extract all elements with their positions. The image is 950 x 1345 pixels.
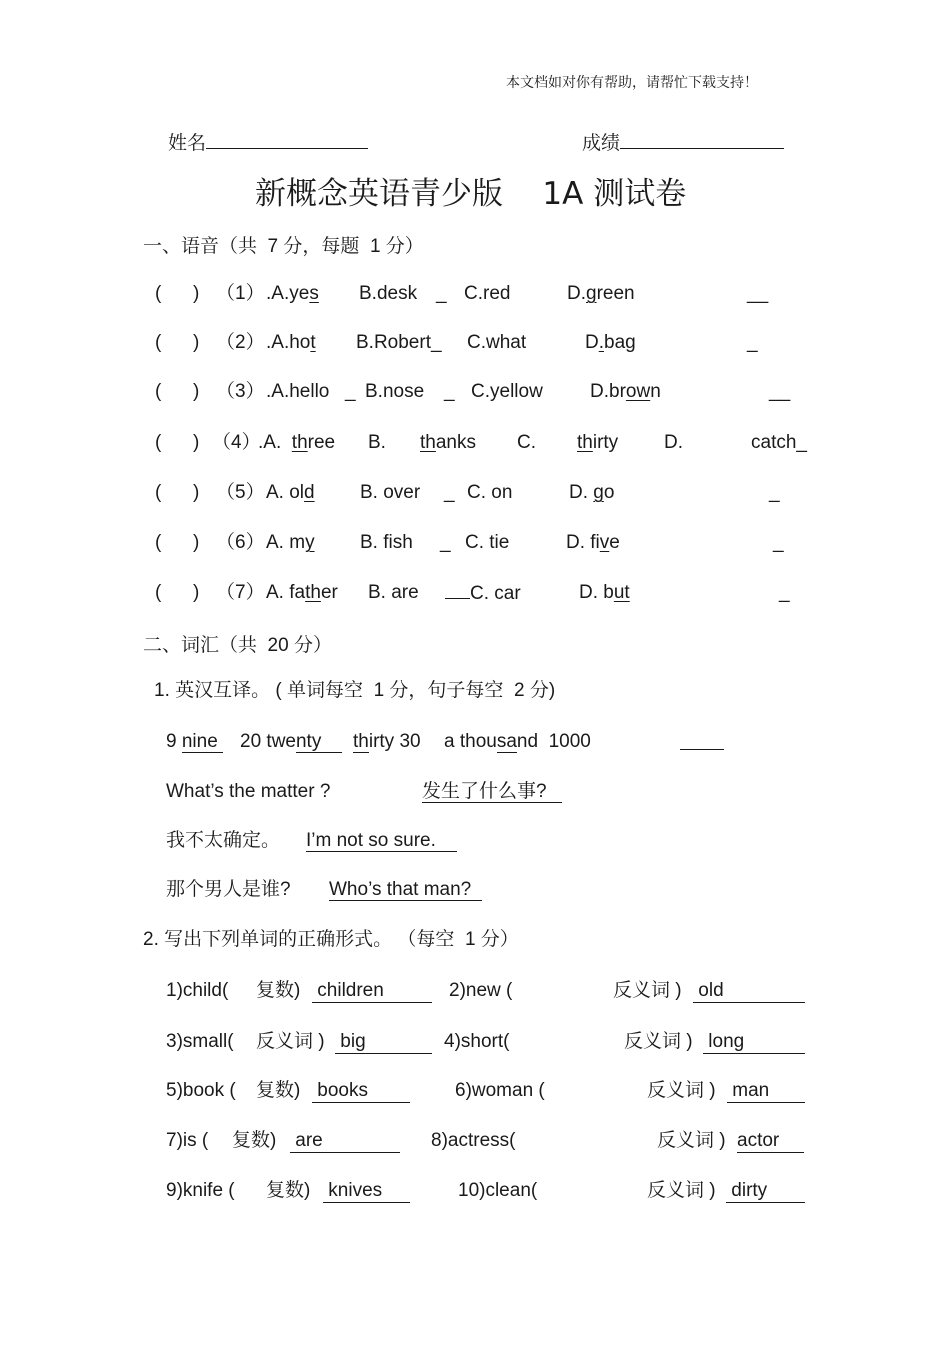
word-answer[interactable]: knives [323,1180,410,1203]
word-type: 复数) [232,1130,277,1151]
answer-paren[interactable]: ( ) [155,582,200,603]
word-answer[interactable]: long [703,1031,805,1054]
section1-heading: 一、语音（共 7 分，每题 1 分） [143,236,424,257]
question-number: （6） [216,532,265,553]
word-type: 反义词 ) [647,1180,716,1201]
word-answer[interactable]: actor [737,1130,804,1153]
section2-heading: 二、词汇（共 20 分） [143,635,332,656]
score-label: 成绩 [582,133,621,154]
top-note: 本文档如对你有帮助，请帮忙下载支持！ [506,75,758,91]
underline-mark: _ [444,482,455,503]
number-thousand: a thousand 1000 [444,731,591,752]
answer-paren[interactable]: ( ) [155,332,200,353]
option-b: B.desk [359,283,418,304]
word-answer[interactable]: old [693,980,805,1003]
question-number: （7） [216,582,265,603]
underline-mark: _ [436,283,447,304]
score-blank[interactable] [620,130,784,149]
english-answer[interactable]: Who’s that man? [329,879,482,901]
option-b: B. fish [360,532,413,553]
score-field [582,130,784,155]
english-answer[interactable]: I’m not so sure. [306,830,457,852]
underline-mark: _ [345,381,356,402]
answer-paren[interactable]: ( ) [155,482,200,503]
option-a: .A.yes [266,283,319,304]
word-answer[interactable]: children [312,980,432,1003]
underline-mark: __ [747,283,769,304]
option-d: D.brown [590,381,661,402]
question-number: （2） [216,332,265,353]
word-answer[interactable]: dirty [726,1180,805,1203]
word-answer[interactable]: big [335,1031,432,1054]
word-type: 反义词 ) [624,1031,693,1052]
answer-paren[interactable]: ( ) [155,283,200,304]
option-d: D. but [579,582,630,603]
word-type: 复数) [256,980,301,1001]
answer-paren[interactable]: ( ) [155,432,200,453]
chinese-sentence: 我不太确定。 [166,830,281,851]
option-d: D. five [566,532,620,553]
option-b: B. over [360,482,421,503]
word-prompt: 3)small( [166,1031,234,1052]
word-prompt: 10)clean( [458,1180,538,1201]
word-prompt: 4)short( [444,1031,510,1052]
number-nine: 9 nine [166,731,223,753]
chinese-answer[interactable]: 发生了什么事? [422,781,562,803]
underline-mark: _ [769,482,780,503]
underline-mark: _ [444,381,455,402]
underline-mark: _ [747,332,758,353]
option-d: D. go [569,482,615,503]
option-a: .A.hello [266,381,330,402]
option-a: .A.hot [266,332,316,353]
word-type: 反义词 ) [256,1031,325,1052]
word-type: 反义词 ) [613,980,682,1001]
option-a: A. my [266,532,315,553]
option-a: A. father [266,582,338,603]
name-field [168,130,368,155]
question-number: （3） [216,381,265,402]
page-title: 新概念英语青少版 1A 测试卷 [255,176,687,212]
option-c: C.yellow [471,381,543,402]
word-prompt: 7)is ( [166,1130,209,1151]
underline-mark: _ [440,532,451,553]
word-answer[interactable]: man [727,1080,805,1103]
word-prompt: 5)book ( [166,1080,236,1101]
option-a: .A. three [258,432,336,453]
word-type: 反义词 ) [647,1080,716,1101]
answer-blank[interactable] [680,749,724,750]
question-number: （4） [212,432,261,453]
answer-paren[interactable]: ( ) [155,381,200,402]
answer-paren[interactable]: ( ) [155,532,200,553]
question-number: （1） [216,283,265,304]
name-label: 姓名 [168,133,207,154]
option-c-label: C. [517,432,536,453]
word-prompt: 9)knife ( [166,1180,235,1201]
number-thirty: thirty 30 [353,731,421,752]
option-c: C.what [467,332,527,353]
chinese-sentence: 那个男人是谁? [166,879,291,900]
word-prompt: 2)new ( [449,980,513,1001]
underline-mark: __ [769,381,791,402]
option-b: thanks [420,432,476,453]
word-answer[interactable]: books [312,1080,410,1103]
option-d: D.bag [585,332,636,353]
option-b: B.Robert_ [356,332,442,353]
word-answer[interactable]: are [290,1130,400,1153]
option-d: catch_ [751,432,807,453]
question-number: （5） [216,482,265,503]
underline-mark: _ [779,582,790,603]
option-b: B. are [368,582,419,603]
english-sentence: What’s the matter ? [166,781,331,802]
part2-heading: 2. 写出下列单词的正确形式。 （每空 1 分） [143,929,519,950]
option-d-label: D. [664,432,683,453]
word-type: 反义词 ) [657,1130,726,1151]
number-twenty: 20 twenty [240,731,342,753]
name-blank[interactable] [206,130,368,149]
option-c: C.red [464,283,511,304]
option-b: B.nose [365,381,425,402]
word-prompt: 1)child( [166,980,229,1001]
option-c: thirty [577,432,619,453]
option-c: C. on [467,482,513,503]
underline-mark: _ [773,532,784,553]
word-prompt: 8)actress( [431,1130,516,1151]
part1-heading: 1. 英汉互译。 ( 单词每空 1 分，句子每空 2 分) [154,680,556,701]
option-c: C. car [445,582,521,605]
option-b-label: B. [368,432,386,453]
word-prompt: 6)woman ( [455,1080,545,1101]
option-d: D.green [567,283,635,304]
word-type: 复数) [266,1180,311,1201]
word-type: 复数) [256,1080,301,1101]
option-a: A. old [266,482,315,503]
option-c: C. tie [465,532,510,553]
